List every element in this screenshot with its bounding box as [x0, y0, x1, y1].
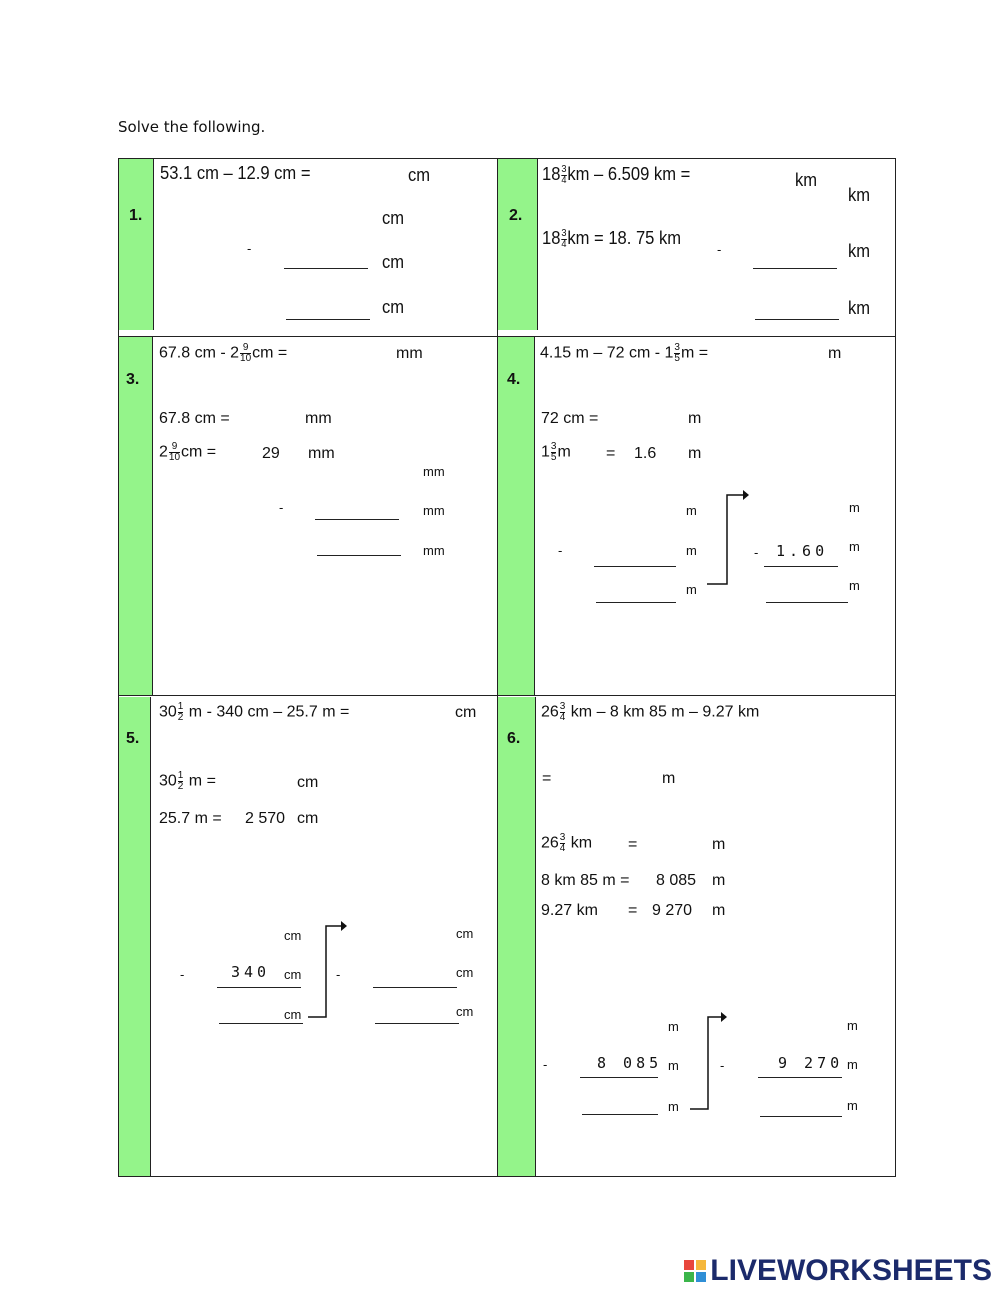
q4-eq-num: 3 — [674, 342, 680, 353]
q6-number-cell — [497, 697, 535, 1176]
q2-unit-top: km — [795, 170, 818, 190]
q4-c2-whole: 1 — [541, 443, 550, 461]
q2-eq-rest: km – 6.509 km = — [567, 164, 691, 184]
q1-minus: - — [247, 241, 252, 256]
q6-right-value: 9 270 — [778, 1054, 844, 1072]
q3-equation — [159, 343, 287, 364]
q4-left-unit-1: m — [686, 503, 697, 518]
q6-left-minus: - — [543, 1057, 548, 1072]
q3-c2-whole: 2 — [159, 443, 168, 461]
q3-eq-den: 10 — [240, 353, 252, 364]
q2-conv-num: 3 — [561, 227, 567, 239]
q6-eq2: = — [542, 770, 552, 787]
q3-c2-fraction — [169, 442, 180, 463]
q5-left-unit-3: cm — [284, 1007, 302, 1022]
q1-unit-top: cm — [408, 165, 431, 185]
q6-right-blank-1[interactable] — [758, 1077, 842, 1078]
q2-eq-den: 4 — [561, 174, 567, 186]
q2-conv-den: 4 — [561, 238, 567, 250]
q4-c2-rest: m — [557, 443, 571, 461]
q5-right-blank-2[interactable] — [375, 1023, 459, 1024]
q4-eq-den: 5 — [674, 353, 680, 364]
q2-conv-whole: 18 — [542, 228, 561, 248]
q4-conv-2 — [541, 442, 571, 463]
q6-right-unit-3: m — [847, 1098, 858, 1113]
q5-c1-rest: m = — [184, 772, 216, 790]
q6-conv-3: 9.27 km — [541, 902, 598, 919]
q3-c2-rest: cm = — [181, 443, 217, 461]
q6-left-unit-1: m — [668, 1019, 679, 1034]
q4-carry-arrow-icon — [705, 488, 750, 588]
q2-blank-1[interactable] — [753, 268, 837, 269]
q5-label: 5. — [126, 730, 140, 747]
q4-right-unit-1: m — [849, 500, 860, 515]
q4-eq-fraction — [674, 343, 680, 364]
q5-eq-whole: 30 — [159, 703, 177, 721]
q3-c2-den: 10 — [168, 452, 181, 463]
grid-line — [150, 697, 151, 1176]
q3-conv-2-unit: mm — [308, 445, 335, 462]
q6-eq-fraction — [560, 702, 566, 723]
q1-blank-1[interactable] — [284, 268, 368, 269]
q6-left-blank-2[interactable] — [582, 1114, 658, 1115]
q3-blank-1[interactable] — [315, 519, 399, 520]
q3-label: 3. — [126, 371, 140, 388]
q4-equation — [540, 343, 708, 364]
q6-c1-fraction — [560, 833, 566, 854]
q5-unit-top: cm — [455, 704, 477, 721]
grid-line — [537, 158, 538, 330]
q4-left-blank-1[interactable] — [594, 566, 676, 567]
q1-row-unit-3: cm — [382, 297, 405, 317]
q2-equation — [542, 164, 690, 186]
grid-line — [118, 1176, 896, 1177]
q5-right-unit-3: cm — [456, 1004, 474, 1019]
q4-label: 4. — [507, 371, 521, 388]
q6-eq-num: 3 — [559, 701, 566, 712]
q6-label: 6. — [507, 730, 521, 747]
q4-eq-a: 4.15 m – 72 cm - 1 — [540, 344, 674, 362]
q4-conv-2-eq: = — [606, 445, 616, 462]
q1-blank-2[interactable] — [286, 319, 370, 320]
q6-left-unit-3: m — [668, 1099, 679, 1114]
q5-right-unit-2: cm — [456, 965, 474, 980]
q4-left-blank-2[interactable] — [596, 602, 676, 603]
grid-line — [153, 158, 154, 330]
q6-conv-3-value: 9 270 — [652, 902, 693, 919]
q3-eq-fraction — [240, 343, 251, 364]
q2-row-unit-2: km — [848, 241, 871, 261]
q6-conv-2-value: 8 085 — [656, 872, 697, 889]
q3-eq-b: cm = — [252, 344, 288, 362]
q6-eq2-unit: m — [662, 770, 676, 787]
q6-equation — [541, 702, 759, 723]
q5-right-minus: - — [336, 967, 341, 982]
q6-c1-rest: km — [566, 834, 593, 852]
grid-line — [118, 695, 896, 696]
q4-conv-2-value: 1.6 — [634, 445, 657, 462]
q6-left-blank-1[interactable] — [580, 1077, 658, 1078]
q5-equation — [159, 702, 349, 723]
q5-conv-1 — [159, 771, 216, 792]
q6-left-unit-2: m — [668, 1058, 679, 1073]
q5-conv-2-unit: cm — [297, 810, 319, 827]
q3-eq-a: 67.8 cm - 2 — [159, 344, 240, 362]
q1-label: 1. — [129, 207, 143, 224]
q3-unit-top: mm — [396, 345, 423, 362]
q1-equation: 53.1 cm – 12.9 cm = — [160, 163, 311, 183]
q4-unit-top: m — [828, 345, 842, 362]
q2-blank-2[interactable] — [755, 319, 839, 320]
q6-eq-den: 4 — [559, 712, 566, 723]
q6-eq-whole: 26 — [541, 703, 559, 721]
q5-left-unit-2: cm — [284, 967, 302, 982]
q6-right-blank-2[interactable] — [760, 1116, 842, 1117]
q2-minus: - — [717, 242, 722, 257]
q3-eq-num: 9 — [242, 342, 249, 353]
q6-conv-2-unit: m — [712, 872, 726, 889]
q3-row-unit-3: mm — [423, 543, 445, 558]
q2-row-unit-3: km — [848, 298, 871, 318]
q6-eq-rest: km – 8 km 85 m – 9.27 km — [566, 703, 760, 721]
q2-conv-rest: km = 18. 75 km — [567, 228, 682, 248]
q4-right-value: 1.60 — [776, 542, 829, 560]
q3-number-cell — [118, 337, 152, 695]
liveworksheets-logo[interactable] — [684, 1254, 992, 1288]
grid-line — [118, 158, 896, 159]
q1-number-cell — [118, 158, 154, 330]
q5-c1-whole: 30 — [159, 772, 177, 790]
q2-number-cell — [497, 158, 537, 330]
q5-carry-arrow-icon — [306, 917, 351, 1021]
q2-label: 2. — [509, 207, 523, 224]
q5-c1-num: 1 — [177, 770, 184, 781]
grid-line — [895, 158, 896, 1176]
q5-left-minus: - — [180, 967, 185, 982]
q6-conv-1-unit: m — [712, 836, 726, 853]
q4-right-unit-2: m — [849, 539, 860, 554]
q2-eq-fraction — [561, 165, 566, 186]
q2-row-unit-1: km — [848, 185, 871, 205]
q4-left-unit-3: m — [686, 582, 697, 597]
q5-c1-fraction — [178, 771, 184, 792]
q4-c2-num: 3 — [550, 441, 557, 452]
grid-line — [535, 697, 536, 1176]
q5-left-blank-2[interactable] — [219, 1023, 303, 1024]
logo-square — [684, 1272, 694, 1282]
q6-c1-whole: 26 — [541, 834, 559, 852]
q6-conv-3-unit: m — [712, 902, 726, 919]
q4-right-blank-2[interactable] — [766, 602, 848, 603]
q4-conv-1: 72 cm = — [541, 410, 599, 427]
q3-conv-2 — [159, 442, 216, 463]
q5-eq-num: 1 — [177, 701, 184, 712]
q5-c1-den: 2 — [177, 781, 184, 792]
q3-c2-num: 9 — [171, 441, 178, 452]
grid-line — [534, 337, 535, 695]
q5-left-value: 340 — [231, 963, 271, 981]
q6-conv-1 — [541, 833, 592, 854]
q1-row-unit-1: cm — [382, 208, 405, 228]
logo-square — [684, 1260, 694, 1270]
q6-right-unit-2: m — [847, 1057, 858, 1072]
q5-left-blank-1[interactable] — [217, 987, 301, 988]
q5-conv-2-value: 2 570 — [245, 810, 286, 827]
q3-minus: - — [279, 500, 284, 515]
grid-line — [118, 158, 119, 1176]
q2-conversion — [542, 228, 681, 250]
q4-right-blank-1[interactable] — [764, 566, 838, 567]
q5-eq-den: 2 — [177, 712, 184, 723]
q6-left-value: 8 085 — [597, 1054, 663, 1072]
q4-left-minus: - — [558, 543, 563, 558]
q2-eq-num: 3 — [561, 163, 567, 175]
q6-c1-den: 4 — [559, 843, 566, 854]
q4-right-minus: - — [754, 545, 759, 560]
q4-c2-fraction — [551, 442, 557, 463]
q6-conv-2: 8 km 85 m = — [541, 872, 630, 889]
logo-square — [696, 1272, 706, 1282]
q5-eq-rest: m - 340 cm – 25.7 m = — [184, 703, 350, 721]
q4-right-unit-3: m — [849, 578, 860, 593]
q1-row-unit-2: cm — [382, 252, 405, 272]
q3-row-unit-1: mm — [423, 464, 445, 479]
q4-c2-den: 5 — [550, 452, 557, 463]
q3-blank-2[interactable] — [317, 555, 401, 556]
q5-right-blank-1[interactable] — [373, 987, 457, 988]
q6-right-minus: - — [720, 1058, 725, 1073]
q3-conv-1: 67.8 cm = — [159, 410, 230, 427]
q6-conv-3-eq: = — [628, 902, 638, 919]
logo-mark-icon — [684, 1260, 706, 1282]
q6-right-unit-1: m — [847, 1018, 858, 1033]
q4-conv-2-unit: m — [688, 445, 702, 462]
q5-conv-1-unit: cm — [297, 774, 319, 791]
q2-eq-whole: 18 — [542, 164, 561, 184]
logo-square — [696, 1260, 706, 1270]
q3-conv-2-value: 29 — [262, 445, 280, 462]
q4-eq-b: m = — [680, 344, 709, 362]
q5-number-cell — [118, 697, 151, 1176]
logo-text: LIVEWORKSHEETS — [710, 1254, 992, 1287]
instruction: Solve the following. — [118, 118, 266, 136]
q4-left-unit-2: m — [686, 543, 697, 558]
grid-line — [118, 336, 896, 337]
q3-conv-1-unit: mm — [305, 410, 332, 427]
q5-conv-2: 25.7 m = — [159, 810, 222, 827]
q4-conv-1-unit: m — [688, 410, 702, 427]
q5-right-unit-1: cm — [456, 926, 474, 941]
q2-conv-fraction — [561, 229, 566, 250]
q3-row-unit-2: mm — [423, 503, 445, 518]
grid-line — [497, 158, 498, 1176]
q6-conv-1-eq: = — [628, 836, 638, 853]
q4-number-cell — [497, 337, 534, 695]
grid-line — [152, 337, 153, 695]
q5-left-unit-1: cm — [284, 928, 302, 943]
q6-c1-num: 3 — [559, 832, 566, 843]
q5-eq-fraction — [178, 702, 184, 723]
q6-carry-arrow-icon — [688, 1008, 733, 1112]
